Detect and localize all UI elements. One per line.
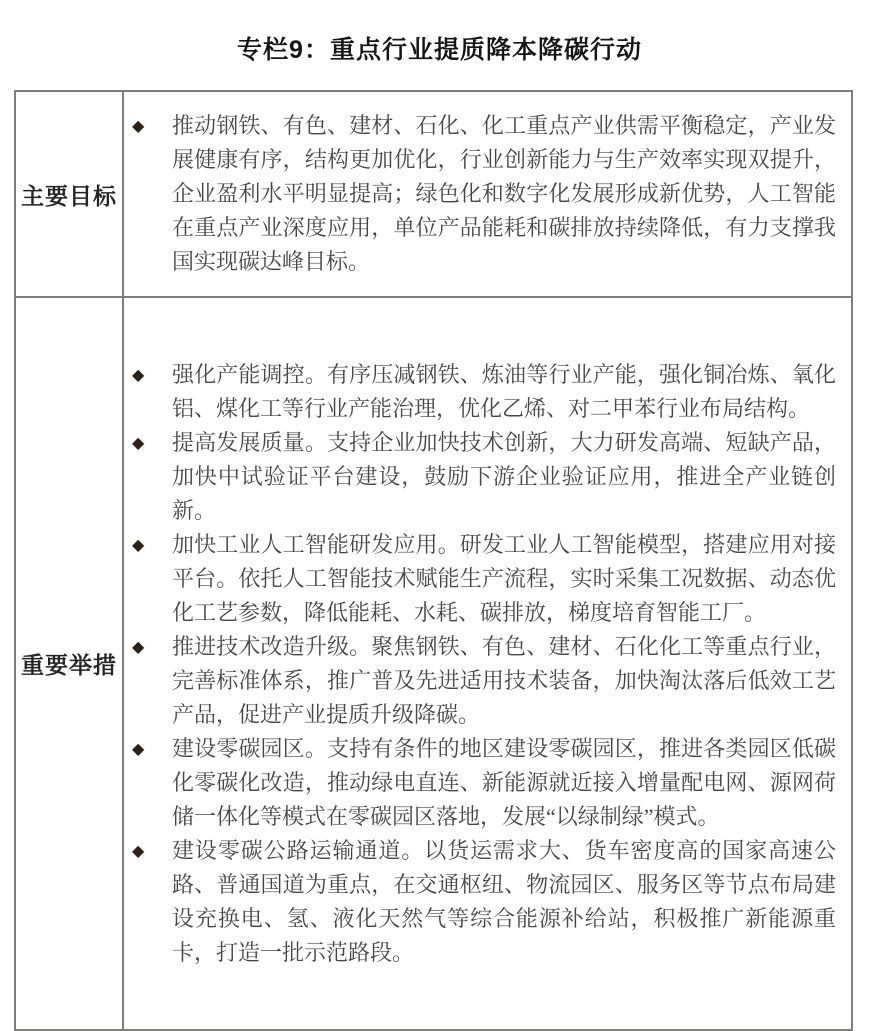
bullet-list-main-goals (130, 109, 836, 279)
row-content-main-goals (123, 91, 852, 297)
bullet-item (130, 732, 836, 834)
bullet-item-text: 建设零碳公路运输通道。以货运需求大、货车密度高的国家高速公路、普通国道为重点，在交通枢纽、物流园区、服务区等节点布局建设充换电、氢、液化天然气等综合能源补给站，积极推广新能源重卡，打造一批示范路段。 (172, 837, 836, 965)
policy-column-table (14, 90, 853, 1031)
table-row-main-goals (15, 91, 852, 297)
bullet-item (130, 426, 836, 528)
diamond-bullet-icon: ◆ (132, 432, 145, 452)
bullet-item (130, 630, 836, 732)
bullet-item-text: 推进技术改造升级。聚焦钢铁、有色、建材、石化化工等重点行业，完善标准体系，推广普及先进适用技术装备，加快淘汰落后低效工艺产品，促进产业提质升级降碳。 (172, 633, 836, 727)
bullet-item-text: 建设零碳园区。支持有条件的地区建设零碳园区，推进各类园区低碳化零碳化改造，推动绿电直连、新能源就近接入增量配电网、源网荷储一体化等模式在零碳园区落地，发展“以绿制绿”模式。 (172, 735, 836, 829)
page-title: 专栏9：重点行业提质降本降碳行动 (237, 36, 642, 64)
diamond-bullet-icon: ◆ (132, 636, 145, 656)
bullet-item-text: 加快工业人工智能研发应用。研发工业人工智能模型，搭建应用对接平台。依托人工智能技术赋能生产流程，实时采集工况数据、动态优化工艺参数，降低能耗、水耗、碳排放，梯度培育智能工厂。 (172, 531, 836, 625)
bullet-list-key-measures (130, 358, 836, 970)
diamond-bullet-icon: ◆ (132, 364, 145, 384)
row-label-main-goals: 主要目标 (15, 91, 123, 297)
bullet-item (130, 109, 836, 279)
diamond-bullet-icon: ◆ (132, 116, 145, 135)
bullet-item (130, 834, 836, 970)
row-label-key-measures: 重要举措 (15, 297, 123, 1030)
bullet-item (130, 358, 836, 426)
diamond-bullet-icon: ◆ (132, 534, 145, 554)
bullet-item-text: 强化产能调控。有序压减钢铁、炼油等行业产能，强化铜冶炼、氧化铝、煤化工等行业产能治理，优化乙烯、对二甲苯行业布局结构。 (172, 361, 836, 421)
diamond-bullet-icon: ◆ (132, 840, 145, 860)
table-row-key-measures (15, 297, 852, 1030)
row-content-key-measures (123, 297, 852, 1030)
bullet-item (130, 528, 836, 630)
bullet-item-text: 推动钢铁、有色、建材、石化、化工重点产业供需平衡稳定，产业发展健康有序，结构更加优化，行业创新能力与生产效率实现双提升，企业盈利水平明显提高；绿色化和数字化发展形成新优势，人工智能在重点产业深度应用，单位产品能耗和碳排放持续降低，有力支撑我国实现碳达峰目标。 (172, 113, 836, 274)
bullet-item-text: 提高发展质量。支持企业加快技术创新，大力研发高端、短缺产品，加快中试验证平台建设，鼓励下游企业验证应用，推进全产业链创新。 (172, 429, 836, 523)
diamond-bullet-icon: ◆ (132, 738, 145, 758)
